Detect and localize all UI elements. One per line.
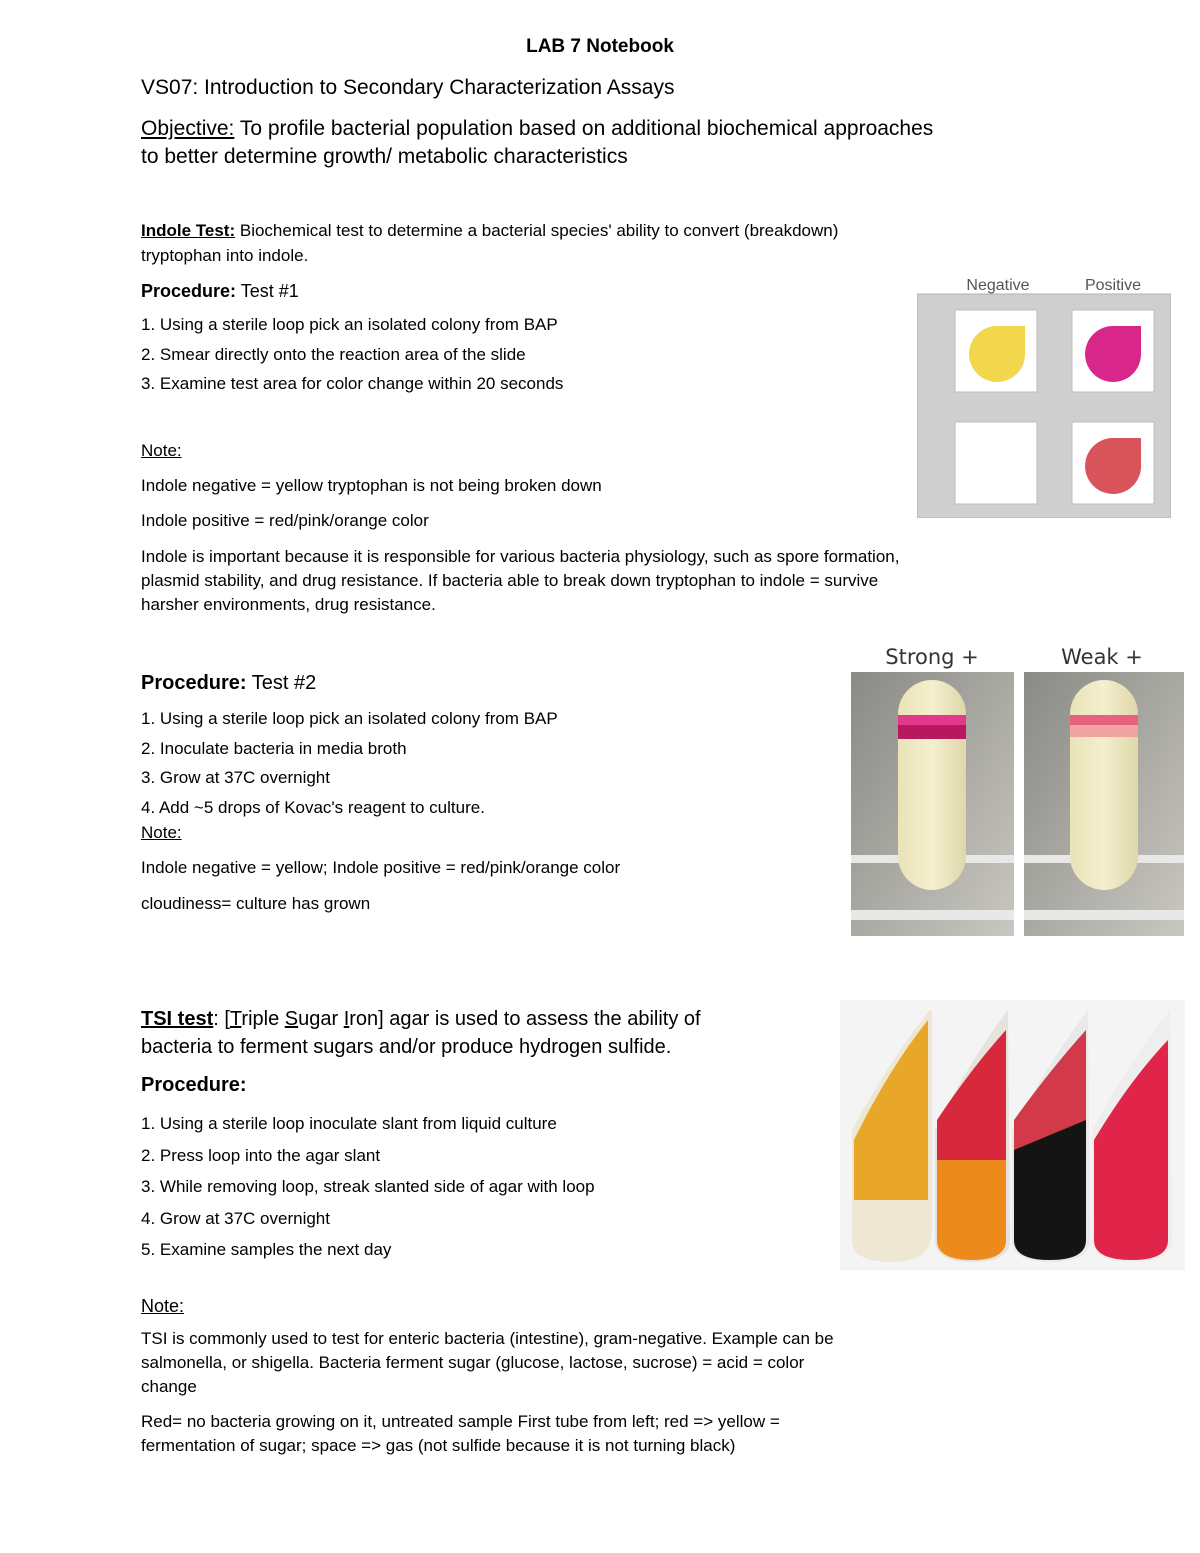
procedure1-step: 2. Smear directly onto the reaction area of the slide xyxy=(141,344,526,364)
tsi-desc: ron] agar is used to assess the ability of xyxy=(349,1008,701,1030)
procedure1-label: Procedure: xyxy=(141,281,237,301)
note1-positive: Indole positive = red/pink/orange color xyxy=(141,511,429,530)
tsi-note-line: salmonella, or shigella. Bacteria ferment sugar (glucose, lactose, sucrose) = acid = color xyxy=(141,1353,805,1372)
note2-line: Indole negative = yellow; Indole positive = red/pink/orange color xyxy=(141,858,621,877)
procedure2-steps xyxy=(141,704,558,822)
indole-desc-2: tryptophan into indole. xyxy=(141,246,309,265)
objective-label: Objective: xyxy=(141,117,235,140)
positive-label: Positive xyxy=(1084,277,1142,294)
note1-label: Note: xyxy=(141,441,182,460)
procedure2-label: Procedure: xyxy=(141,672,247,694)
tsi-note-line: TSI is commonly used to test for enteric bacteria (intestine), gram-negative. Example can be xyxy=(141,1329,834,1348)
tsi-desc-2: bacteria to ferment sugars and/or produce hydrogen sulfide. xyxy=(141,1036,672,1058)
tsi-procedure-label: Procedure: xyxy=(141,1074,247,1096)
tsi-desc: ugar xyxy=(298,1008,344,1030)
objective-text-2: to better determine growth/ metabolic characteristics xyxy=(141,145,628,168)
procedure2-step: 2. Inoculate bacteria in media broth xyxy=(141,738,407,758)
strong-ring-dark xyxy=(898,725,966,739)
tsi-tube-photo xyxy=(840,1000,1185,1270)
procedure1-steps xyxy=(141,310,563,399)
importance-line: harsher environments, drug resistance. xyxy=(141,595,436,614)
weak-ring-light xyxy=(1070,725,1138,737)
tsi-note-line: fermentation of sugar; space => gas (not sulfide because it is not turning black) xyxy=(141,1436,736,1455)
strong-tube xyxy=(898,680,966,890)
indole-spot-figure-svg xyxy=(917,268,1171,518)
importance-line: Indole is important because it is responsible for various bacteria physiology, such as spore formation, xyxy=(141,547,900,566)
strong-label: Strong + xyxy=(885,645,979,669)
tsi-desc: : [ xyxy=(213,1008,230,1030)
negative-square-bottom xyxy=(955,422,1037,504)
procedure2-heading xyxy=(141,672,316,695)
tsi-note-2 xyxy=(141,1410,780,1458)
weak-label: Weak + xyxy=(1061,645,1143,669)
tsi-note xyxy=(141,1327,834,1399)
tsi-label: TSI test xyxy=(141,1008,214,1030)
tsi-tube-photo-svg xyxy=(840,1000,1185,1270)
rack-bar xyxy=(1024,910,1184,920)
indole-importance xyxy=(141,545,899,617)
tsi-acronym-letter: S xyxy=(284,1008,299,1030)
strong-ring xyxy=(898,715,966,725)
tsi-desc: riple xyxy=(241,1008,285,1030)
procedure1-step: 3. Examine test area for color change within 20 seconds xyxy=(141,374,564,393)
tsi-steps xyxy=(141,1108,595,1266)
tsi-note-label: Note: xyxy=(141,1296,185,1316)
procedure2-test: Test #2 xyxy=(246,672,317,694)
positive-drop-red xyxy=(1085,438,1141,494)
page-title: LAB 7 Notebook xyxy=(526,36,674,57)
indole-tube-photo xyxy=(848,640,1186,938)
procedure1-test: Test #1 xyxy=(236,281,299,301)
indole-description xyxy=(141,218,838,268)
indole-label: Indole Test: xyxy=(141,221,236,240)
objective-text-1: To profile bacterial population based on additional biochemical approaches xyxy=(234,117,934,140)
tsi-acronym-letter: T xyxy=(229,1008,242,1030)
importance-line: plasmid stability, and drug resistance. If bacteria able to break down tryptophan to indole = survive xyxy=(141,571,879,590)
tsi-step: 2. Press loop into the agar slant xyxy=(141,1145,381,1165)
tsi-step: 5. Examine samples the next day xyxy=(141,1240,392,1259)
tsi-step: 4. Grow at 37C overnight xyxy=(141,1208,330,1228)
tsi-step: 3. While removing loop, streak slanted side of agar with loop xyxy=(141,1177,595,1196)
tsi-note-line: Red= no bacteria growing on it, untreated sample First tube from left; red => yellow = xyxy=(141,1412,780,1431)
objective xyxy=(141,115,1071,171)
indole-tube-photo-svg xyxy=(848,640,1186,938)
weak-tube xyxy=(1070,680,1138,890)
rack-bar xyxy=(851,910,1014,920)
procedure2-step: 4. Add ~5 drops of Kovac's reagent to culture. xyxy=(141,797,485,817)
positive-drop-magenta xyxy=(1085,326,1141,382)
note1-negative: Indole negative = yellow tryptophan is not being broken down xyxy=(141,476,602,495)
weak-ring xyxy=(1070,715,1138,725)
procedure1-step: 1. Using a sterile loop pick an isolated colony from BAP xyxy=(141,315,558,334)
note2-label: Note: xyxy=(141,823,182,842)
procedure2-step: 1. Using a sterile loop pick an isolated colony from BAP xyxy=(141,709,558,728)
tsi-tube-2-butt xyxy=(937,1160,1006,1260)
indole-desc-1: Biochemical test to determine a bacterial species' ability to convert (breakdown) xyxy=(235,221,839,240)
procedure1-heading xyxy=(141,281,299,302)
page-subtitle: VS07: Introduction to Secondary Characterization Assays xyxy=(141,76,675,99)
tsi-acronym-letter: I xyxy=(343,1008,350,1030)
procedure2-step: 3. Grow at 37C overnight xyxy=(141,768,330,787)
indole-spot-figure xyxy=(917,268,1171,518)
note2-line: cloudiness= culture has grown xyxy=(141,894,371,913)
tsi-description xyxy=(141,1005,701,1061)
negative-label: Negative xyxy=(966,277,1030,294)
tsi-step: 1. Using a sterile loop inoculate slant from liquid culture xyxy=(141,1114,557,1133)
tsi-note-line: change xyxy=(141,1377,197,1396)
negative-drop xyxy=(969,326,1025,382)
